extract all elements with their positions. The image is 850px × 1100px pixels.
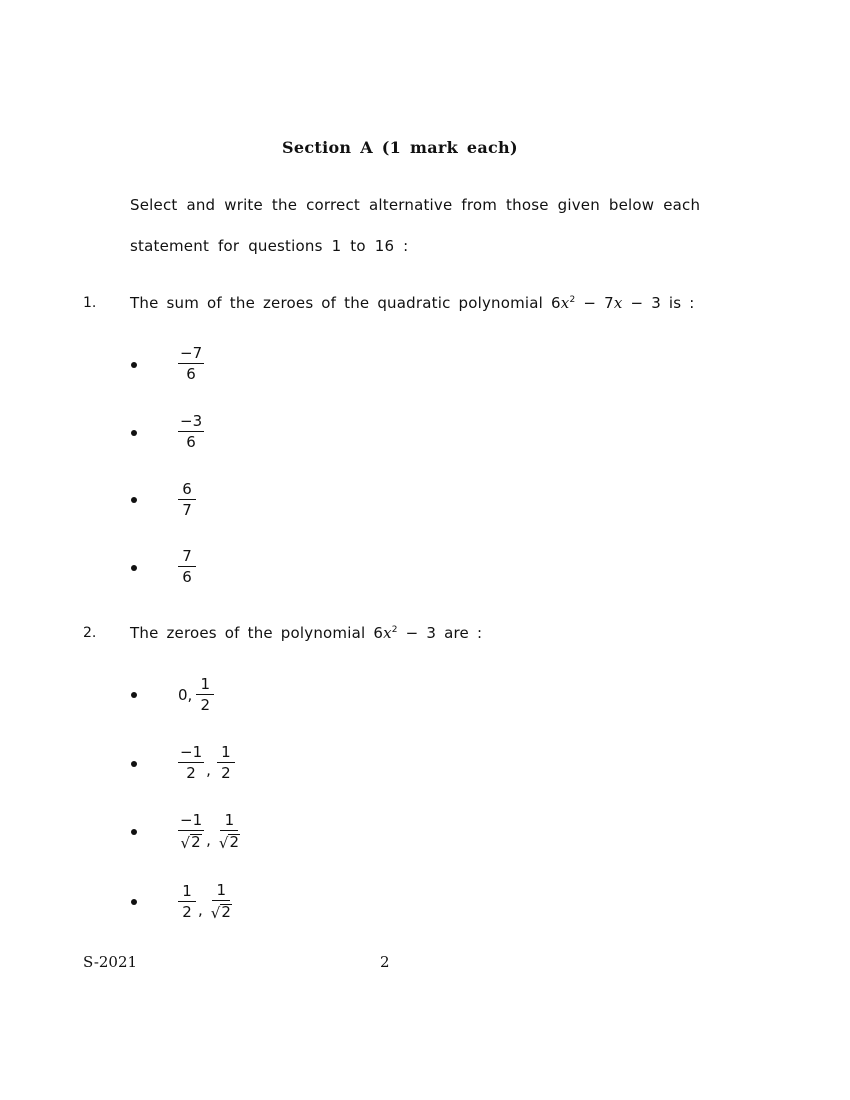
question-1-text: The sum of the zeroes of the quadratic polynomial $6x^2 - 7x - 3$ is : [130, 294, 695, 312]
fraction: $\frac{-1}{2}$ [180, 743, 203, 782]
question-2-option-d[interactable]: $\frac{1}{2}$ , 1 √ 2 [178, 883, 234, 921]
instructions-line-2: statement for questions 1 to 16 : [130, 237, 409, 255]
bullet-icon [131, 899, 137, 905]
bullet-icon [131, 430, 137, 436]
paper-code: S-2021 [83, 953, 138, 971]
fraction: $\frac{1}{2}$ [178, 884, 196, 920]
fraction: $\frac{-7}{6}$ [180, 344, 203, 383]
instructions-line-1: Select and write the correct alternative from those given below each [130, 196, 701, 214]
fraction: $\frac{1}{2}$ [196, 677, 214, 713]
square-root-icon: √ 2 [180, 833, 201, 852]
bullet-icon [131, 497, 137, 503]
section-title: Section A (1 mark each) [282, 138, 518, 157]
bullet-icon [131, 692, 137, 698]
fraction: 1 √ 2 [218, 811, 240, 852]
question-2-option-c[interactable]: −1 √ 2 , 1 √ 2 [178, 813, 242, 851]
question-1-option-c[interactable] [178, 482, 196, 518]
question-2-option-b[interactable]: $\frac{-1}{2}$ , $\frac{1}{2}$ [178, 745, 235, 781]
fraction: $\frac{1}{2}$ [217, 745, 235, 781]
question-2-number: 2. [83, 625, 97, 641]
fraction: $\frac{-3}{6}$ [180, 412, 203, 451]
page-number: 2 [380, 953, 390, 971]
bullet-icon [131, 565, 137, 571]
fraction: 1 √ 2 [210, 881, 231, 922]
question-1-option-b[interactable] [178, 414, 204, 450]
question-1-option-d[interactable] [178, 549, 196, 585]
bullet-icon [131, 362, 137, 368]
bullet-icon [131, 761, 137, 767]
question-1-number: 1. [83, 295, 97, 311]
square-root-icon: √ 2 [218, 833, 240, 852]
question-1-option-a[interactable] [178, 346, 204, 382]
question-2-text: The zeroes of the polynomial $6x^2 - 3$ are : [130, 624, 483, 642]
bullet-icon [131, 829, 137, 835]
fraction: $\frac{6}{7}$ [178, 482, 196, 518]
square-root-icon: √ 2 [210, 903, 231, 922]
fraction: $\frac{7}{6}$ [178, 549, 196, 585]
question-2-option-a[interactable]: 0, $\frac{1}{2}$ [178, 677, 214, 713]
fraction: −1 √ 2 [180, 811, 203, 852]
